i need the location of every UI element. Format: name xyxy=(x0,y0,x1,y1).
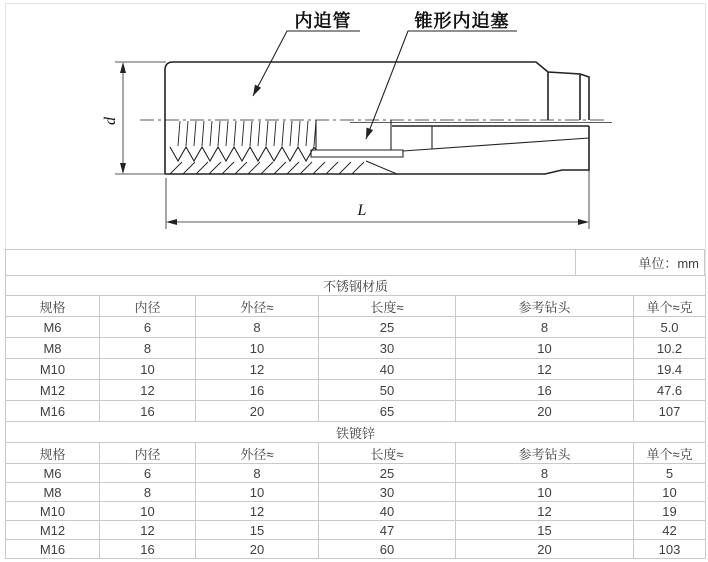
cell: M12 xyxy=(6,521,100,540)
cell: 19.4 xyxy=(634,359,706,380)
cell: 16 xyxy=(196,380,319,401)
cell: 40 xyxy=(319,502,456,521)
cell: 8 xyxy=(456,317,634,338)
thread-crest-lines xyxy=(178,121,316,146)
cell: 20 xyxy=(196,540,319,559)
cell: 30 xyxy=(319,338,456,359)
anchor-technical-drawing xyxy=(0,0,708,250)
cell: 15 xyxy=(196,521,319,540)
cell: 5.0 xyxy=(634,317,706,338)
sleeve-leader-line xyxy=(253,31,360,96)
spec-row xyxy=(6,380,706,401)
spec-row xyxy=(6,359,706,380)
d-arrow-top xyxy=(120,62,126,73)
cell: M10 xyxy=(6,502,100,521)
cell: 25 xyxy=(319,317,456,338)
cell: M10 xyxy=(6,359,100,380)
sleeve-leader-arrow xyxy=(253,85,261,96)
unit-label: 单位：mm xyxy=(638,256,699,271)
spec-row xyxy=(6,483,706,502)
cell: 12 xyxy=(196,502,319,521)
header-row xyxy=(6,443,706,464)
l-arrow-left xyxy=(166,219,177,225)
cell: 16 xyxy=(100,540,196,559)
thread-teeth xyxy=(170,147,316,161)
col-header: 长度≈ xyxy=(319,443,456,464)
cell: 10 xyxy=(456,338,634,359)
section-title: 不锈钢材质 xyxy=(6,276,706,296)
cell: 47.6 xyxy=(634,380,706,401)
col-header: 长度≈ xyxy=(319,296,456,317)
cell: 103 xyxy=(634,540,706,559)
col-header: 规格 xyxy=(6,296,100,317)
section-hatching xyxy=(170,162,364,174)
cell: 12 xyxy=(100,521,196,540)
cell: 30 xyxy=(319,483,456,502)
unit-row xyxy=(5,249,705,275)
unit-row-spacer xyxy=(6,250,576,275)
cell: 8 xyxy=(456,464,634,483)
cell: M16 xyxy=(6,540,100,559)
section-title-row xyxy=(6,276,706,296)
cell: 6 xyxy=(100,317,196,338)
section-title: 铁镀锌 xyxy=(6,422,706,443)
cone-plug-label: 锥形内迫塞 xyxy=(414,11,510,31)
cell: 8 xyxy=(100,483,196,502)
col-header: 外径≈ xyxy=(196,443,319,464)
col-header: 单个≈克 xyxy=(634,296,706,317)
spec-row xyxy=(6,464,706,483)
spec-row xyxy=(6,502,706,521)
cell: 5 xyxy=(634,464,706,483)
spec-row xyxy=(6,521,706,540)
cone-plug-faces xyxy=(316,120,391,150)
cell: 42 xyxy=(634,521,706,540)
cell: 8 xyxy=(100,338,196,359)
cell: 10 xyxy=(456,483,634,502)
header-row xyxy=(6,296,706,317)
spec-row xyxy=(6,338,706,359)
cell: 16 xyxy=(100,401,196,422)
cell: M12 xyxy=(6,380,100,401)
cone-plug-leader-arrow xyxy=(366,128,373,140)
l-dimension-label: L xyxy=(357,202,367,219)
cell: 12 xyxy=(456,502,634,521)
spec-table-block xyxy=(5,249,705,559)
col-header: 外径≈ xyxy=(196,296,319,317)
cell: 10 xyxy=(634,483,706,502)
sleeve-label: 内迫管 xyxy=(294,11,352,31)
cell: M8 xyxy=(6,483,100,502)
spec-row xyxy=(6,401,706,422)
cell: 16 xyxy=(456,380,634,401)
cell: 10 xyxy=(100,502,196,521)
cell: 65 xyxy=(319,401,456,422)
cell: 12 xyxy=(100,380,196,401)
cell: 12 xyxy=(456,359,634,380)
spec-table xyxy=(5,275,706,559)
cell: 60 xyxy=(319,540,456,559)
cell: 10 xyxy=(196,338,319,359)
cone-plug-flange xyxy=(311,150,403,157)
cell: 15 xyxy=(456,521,634,540)
cell: 20 xyxy=(456,401,634,422)
cell: 20 xyxy=(456,540,634,559)
cell: M16 xyxy=(6,401,100,422)
col-header: 参考钻头 xyxy=(456,443,634,464)
l-extension-lines xyxy=(166,170,589,229)
cell: 25 xyxy=(319,464,456,483)
cell: 19 xyxy=(634,502,706,521)
spec-row xyxy=(6,317,706,338)
cell: 50 xyxy=(319,380,456,401)
col-header: 单个≈克 xyxy=(634,443,706,464)
col-header: 规格 xyxy=(6,443,100,464)
cell: 8 xyxy=(196,317,319,338)
cell: 6 xyxy=(100,464,196,483)
slot-jaw-line xyxy=(366,161,397,174)
cell: M6 xyxy=(6,317,100,338)
l-arrow-right xyxy=(578,219,589,225)
cell: 12 xyxy=(196,359,319,380)
cell: 10 xyxy=(196,483,319,502)
col-header: 内径 xyxy=(100,296,196,317)
cell: 40 xyxy=(319,359,456,380)
d-dimension-label: d xyxy=(102,117,119,125)
col-header: 参考钻头 xyxy=(456,296,634,317)
d-arrow-bottom xyxy=(120,163,126,174)
cell: 107 xyxy=(634,401,706,422)
cell: 10 xyxy=(100,359,196,380)
cell: 20 xyxy=(196,401,319,422)
cell: M6 xyxy=(6,464,100,483)
taper-line xyxy=(403,126,589,151)
cell: M8 xyxy=(6,338,100,359)
cell: 47 xyxy=(319,521,456,540)
spec-row xyxy=(6,540,706,559)
col-header: 内径 xyxy=(100,443,196,464)
cell: 8 xyxy=(196,464,319,483)
section-title-row xyxy=(6,422,706,443)
cell: 10.2 xyxy=(634,338,706,359)
